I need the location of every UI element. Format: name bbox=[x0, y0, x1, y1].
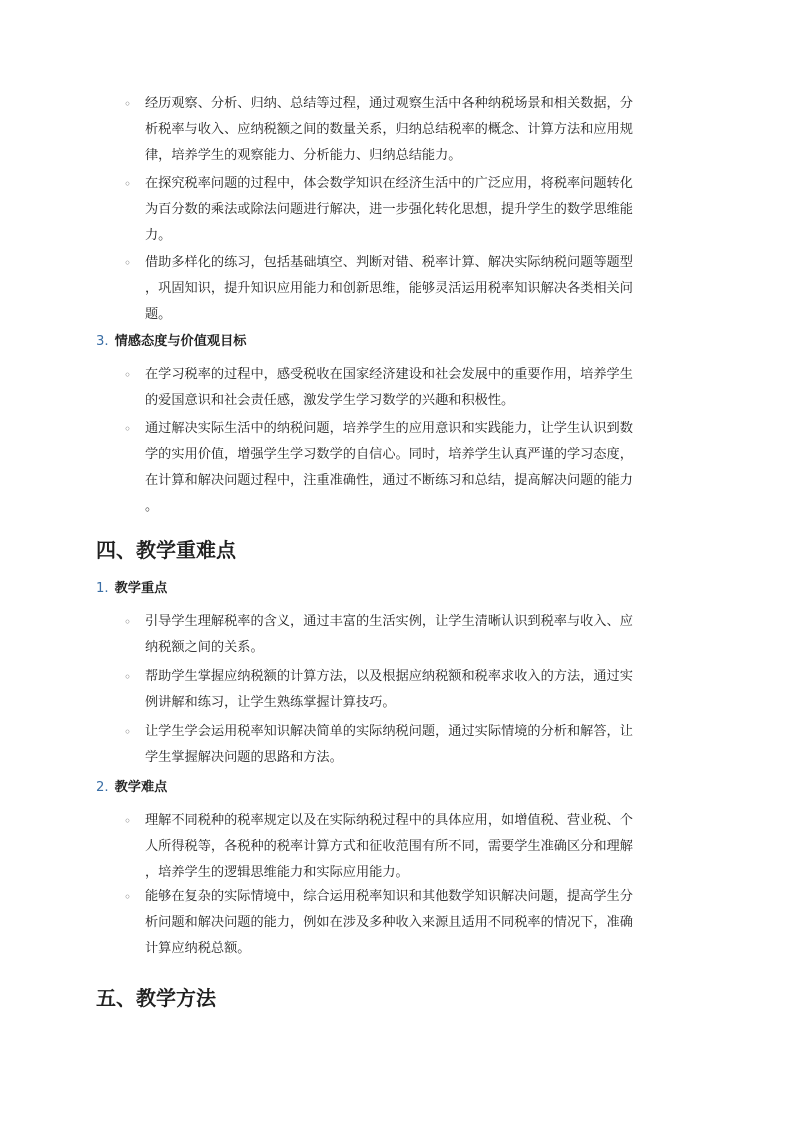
numbered-heading-label: 教学重点 bbox=[114, 581, 168, 596]
list-item-text: 让学生学会运用税率知识解决简单的实际纳税问题，通过实际情境的分析和解答，让 学生掌握解决问题的思路和方法。 bbox=[145, 724, 633, 765]
list-item-text: 引导学生理解税率的含义，通过丰富的生活实例，让学生清晰认识到税率与收入、应 纳税额之间的关系。 bbox=[145, 614, 633, 655]
list-item-text: 能够在复杂的实际情境中，综合运用税率知识和其他数学知识解决问题，提高学生分 析问题和解决问题的能力，例如在涉及多种收入来源且适用不同税率的情况下，准确 计算应纳税总额。 bbox=[145, 889, 633, 956]
list-number: 3. bbox=[96, 334, 109, 349]
list-item-text: 理解不同税种的税率规定以及在实际纳税过程中的具体应用，如增值税、营业税、个 人所得税等，各税种的税率计算方式和征收范围有所不同，需要学生准确区分和理解 ，培养学生的逻辑思维能力和实际应用能力。 bbox=[145, 813, 633, 880]
bullet-marker: ◦ bbox=[124, 725, 132, 739]
bullet-marker: ◦ bbox=[124, 890, 132, 904]
section-heading: 五、教学方法 bbox=[96, 986, 216, 1010]
list-item-text: 通过解决实际生活中的纳税问题，培养学生的应用意识和实践能力，让学生认识到数 学的实用价值，增强学生学习数学的自信心。同时，培养学生认真严谨的学习态度， 在计算和解决问题过程中，注重准确性，通过不断练习和总结，提高解决问题的能力 。 bbox=[145, 421, 633, 514]
bullet-marker: ◦ bbox=[124, 177, 132, 191]
numbered-heading-label: 情感态度与价值观目标 bbox=[114, 334, 247, 349]
list-item-text: 借助多样化的练习，包括基础填空、判断对错、税率计算、解决实际纳税问题等题型 ，巩固知识，提升知识应用能力和创新思维，能够灵活运用税率知识解决各类相关问 题。 bbox=[145, 255, 633, 322]
list-item-text: 在学习税率的过程中，感受税收在国家经济建设和社会发展中的重要作用，培养学生 的爱国意识和社会责任感，激发学生学习数学的兴趣和积极性。 bbox=[145, 367, 633, 408]
bullet-marker: ◦ bbox=[124, 256, 132, 270]
bullet-marker: ◦ bbox=[124, 422, 132, 436]
bullet-marker: ◦ bbox=[124, 670, 132, 684]
numbered-heading-label: 教学难点 bbox=[114, 780, 168, 795]
numbered-heading-difficulties bbox=[96, 777, 167, 799]
list-item-text: 经历观察、分析、归纳、总结等过程，通过观察生活中各种纳税场景和相关数据，分 析税率与收入、应纳税额之间的数量关系，归纳总结税率的概念、计算方法和应用规 律，培养学生的观察能力、分析能力、归纳总结能力。 bbox=[145, 96, 633, 163]
bullet-marker: ◦ bbox=[124, 615, 132, 629]
list-item-text: 在探究税率问题的过程中，体会数学知识在经济生活中的广泛应用，将税率问题转化 为百分数的乘法或除法问题进行解决，进一步强化转化思想，提升学生的数学思维能 力。 bbox=[145, 176, 633, 243]
list-number: 1. bbox=[96, 581, 109, 596]
list-number: 2. bbox=[96, 780, 109, 795]
bullet-marker: ◦ bbox=[124, 368, 132, 382]
numbered-heading-goal-3 bbox=[96, 331, 246, 353]
bullet-marker: ◦ bbox=[124, 814, 132, 828]
section-heading: 四、教学重难点 bbox=[96, 538, 236, 562]
numbered-heading-key-points bbox=[96, 578, 167, 600]
list-item-text: 帮助学生掌握应纳税额的计算方法，以及根据应纳税额和税率求收入的方法，通过实 例讲解和练习，让学生熟练掌握计算技巧。 bbox=[145, 669, 633, 710]
bullet-marker: ◦ bbox=[124, 97, 132, 111]
